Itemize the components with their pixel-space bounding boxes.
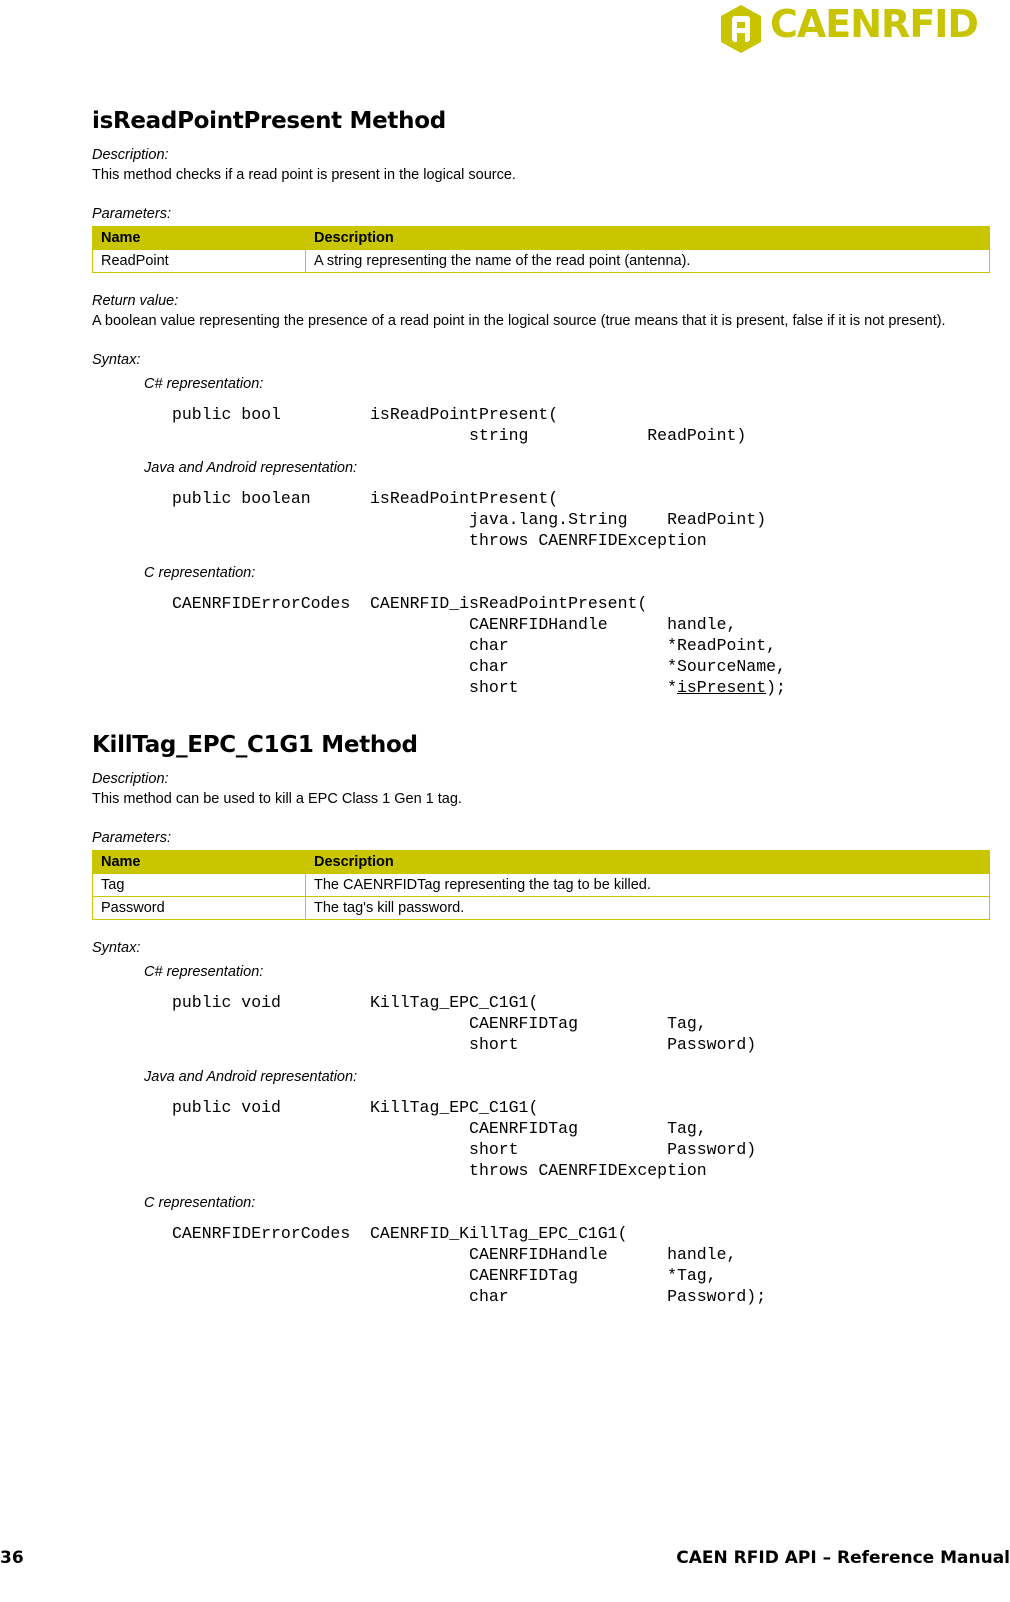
param-name: ReadPoint: [93, 250, 306, 273]
return-value-label: Return value:: [92, 293, 179, 309]
table-header-row: [93, 227, 990, 250]
page-content: [92, 108, 990, 1319]
c-code-suffix: );: [766, 678, 786, 697]
page-number: 36: [0, 1548, 24, 1568]
csharp-label: C# representation:: [144, 376, 264, 392]
description-label: Description:: [92, 147, 169, 163]
param-name: Tag: [93, 874, 306, 897]
c-code: CAENRFIDErrorCodes CAENRFID_KillTag_EPC_C1G1( CAENRFIDHandle handle, CAENRFIDTag *Tag, char Password);: [172, 1224, 767, 1306]
csharp-code: public void KillTag_EPC_C1G1( CAENRFIDTag Tag, short Password): [172, 993, 757, 1054]
table-header-name: Name: [93, 851, 306, 874]
return-value-text: A boolean value representing the presence of a read point in the logical source (true means that it is present, false if it is not present).: [92, 313, 946, 329]
logo-hexagon-icon: [718, 3, 764, 55]
param-description: A string representing the name of the read point (antenna).: [306, 250, 990, 273]
csharp-label: C# representation:: [144, 964, 264, 980]
description-text: This method checks if a read point is present in the logical source.: [92, 167, 516, 183]
parameters-label: Parameters:: [92, 830, 171, 846]
c-code: [172, 593, 990, 698]
section-title-killtag: KillTag_EPC_C1G1 Method: [92, 732, 418, 758]
table-header-row: [93, 851, 990, 874]
parameters-label: Parameters:: [92, 206, 171, 222]
csharp-code: public bool isReadPointPresent( string ReadPoint): [172, 405, 747, 445]
table-header-description: Description: [306, 851, 990, 874]
c-label: C representation:: [144, 1195, 256, 1211]
c-label: C representation:: [144, 565, 256, 581]
table-row: [93, 897, 990, 920]
description-text: This method can be used to kill a EPC Class 1 Gen 1 tag.: [92, 791, 462, 807]
footer-title: CAEN RFID API – Reference Manual: [676, 1548, 1010, 1568]
logo-text: CAENRFID: [770, 2, 978, 46]
syntax-label: Syntax:: [92, 352, 141, 368]
table-header-name: Name: [93, 227, 306, 250]
java-label: Java and Android representation:: [144, 460, 358, 476]
java-code: public void KillTag_EPC_C1G1( CAENRFIDTag Tag, short Password) throws CAENRFIDException: [172, 1098, 757, 1180]
java-code: public boolean isReadPointPresent( java.lang.String ReadPoint) throws CAENRFIDException: [172, 489, 767, 550]
c-code-ispresent: isPresent: [676, 678, 767, 697]
param-name: Password: [93, 897, 306, 920]
caenrfid-logo: [718, 0, 990, 58]
table-row: [93, 250, 990, 273]
description-label: Description:: [92, 771, 169, 787]
table-header-description: Description: [306, 227, 990, 250]
table-row: [93, 874, 990, 897]
syntax-label: Syntax:: [92, 940, 141, 956]
param-description: The tag's kill password.: [306, 897, 990, 920]
parameters-table: [92, 850, 990, 920]
java-label: Java and Android representation:: [144, 1069, 358, 1085]
section-title-isreadpointpresent: isReadPointPresent Method: [92, 108, 446, 134]
param-description: The CAENRFIDTag representing the tag to be killed.: [306, 874, 990, 897]
c-code-prefix: CAENRFIDErrorCodes CAENRFID_isReadPointPresent( CAENRFIDHandle handle, char *ReadPoint, char *SourceName, short *: [172, 594, 786, 697]
parameters-table: [92, 226, 990, 273]
